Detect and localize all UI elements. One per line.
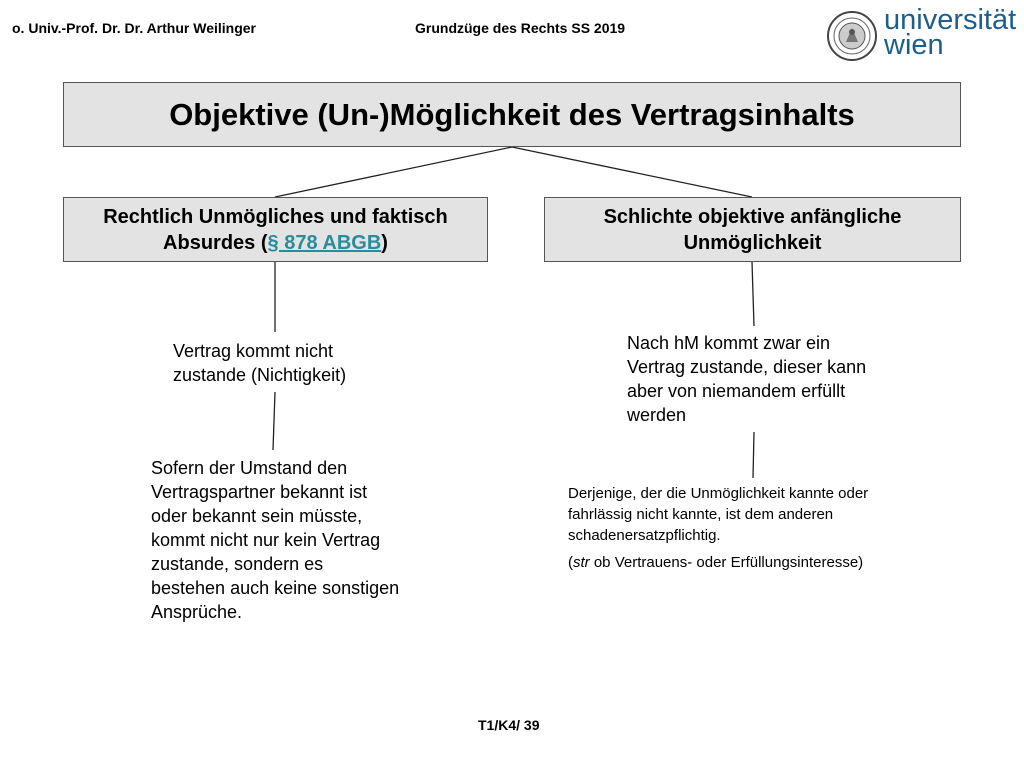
connector-right-2 bbox=[753, 432, 754, 478]
course-header: Grundzüge des Rechts SS 2019 bbox=[415, 20, 626, 36]
right-detail-paragraph-2 bbox=[568, 552, 928, 573]
left-category-text: Rechtlich Unmögliches und faktisch Absurdes ( bbox=[103, 205, 448, 254]
slide-title: Objektive (Un-)Möglichkeit des Vertragsinhalts bbox=[169, 96, 855, 132]
abbrev-str: str bbox=[573, 554, 590, 571]
left-detail-text: Sofern der Umstand den Vertragspartner bekannt ist oder bekannt sein müsste, kommt nicht nur kein Vertrag zustande, sondern es bestehen auch keine sonstigen Ansprüche. bbox=[151, 458, 400, 622]
left-consequence-text: Vertrag kommt nicht zustande (Nichtigkeit) bbox=[173, 341, 347, 385]
left-category-box bbox=[63, 197, 488, 262]
right-consequence-text: Nach hM kommt zwar ein Vertrag zustande, dieser kann aber von niemandem erfüllt werden bbox=[627, 333, 867, 425]
right-detail-text bbox=[568, 483, 928, 573]
left-category-close: ) bbox=[381, 231, 388, 254]
left-category-label bbox=[64, 204, 487, 256]
connector-title-right bbox=[512, 147, 752, 197]
logo-line-2: wien bbox=[884, 29, 944, 61]
logo-line-1: universität bbox=[884, 4, 1017, 36]
right-detail-paragraph-1: Derjenige, der die Unmöglichkeit kannte oder fahrlässig nicht kannte, ist dem anderen schadenersatzpflichtig. bbox=[568, 485, 869, 544]
paren-open: ( bbox=[568, 554, 573, 571]
title-box bbox=[63, 82, 961, 147]
connector-right-1 bbox=[752, 262, 754, 326]
connector-left-2 bbox=[273, 392, 275, 450]
author-header: o. Univ.-Prof. Dr. Dr. Arthur Weilinger bbox=[12, 20, 256, 36]
university-seal-icon bbox=[826, 10, 878, 62]
university-logo bbox=[884, 4, 1017, 61]
slide-number: T1/K4/ 39 bbox=[478, 717, 540, 733]
interest-text: ob Vertrauens- oder Erfüllungsinteresse) bbox=[589, 554, 864, 571]
connector-title-left bbox=[275, 147, 512, 197]
right-category-label: Schlichte objektive anfängliche Unmöglichkeit bbox=[603, 205, 902, 254]
abgb-link[interactable]: § 878 ABGB bbox=[267, 231, 382, 254]
right-category-box bbox=[544, 197, 961, 262]
